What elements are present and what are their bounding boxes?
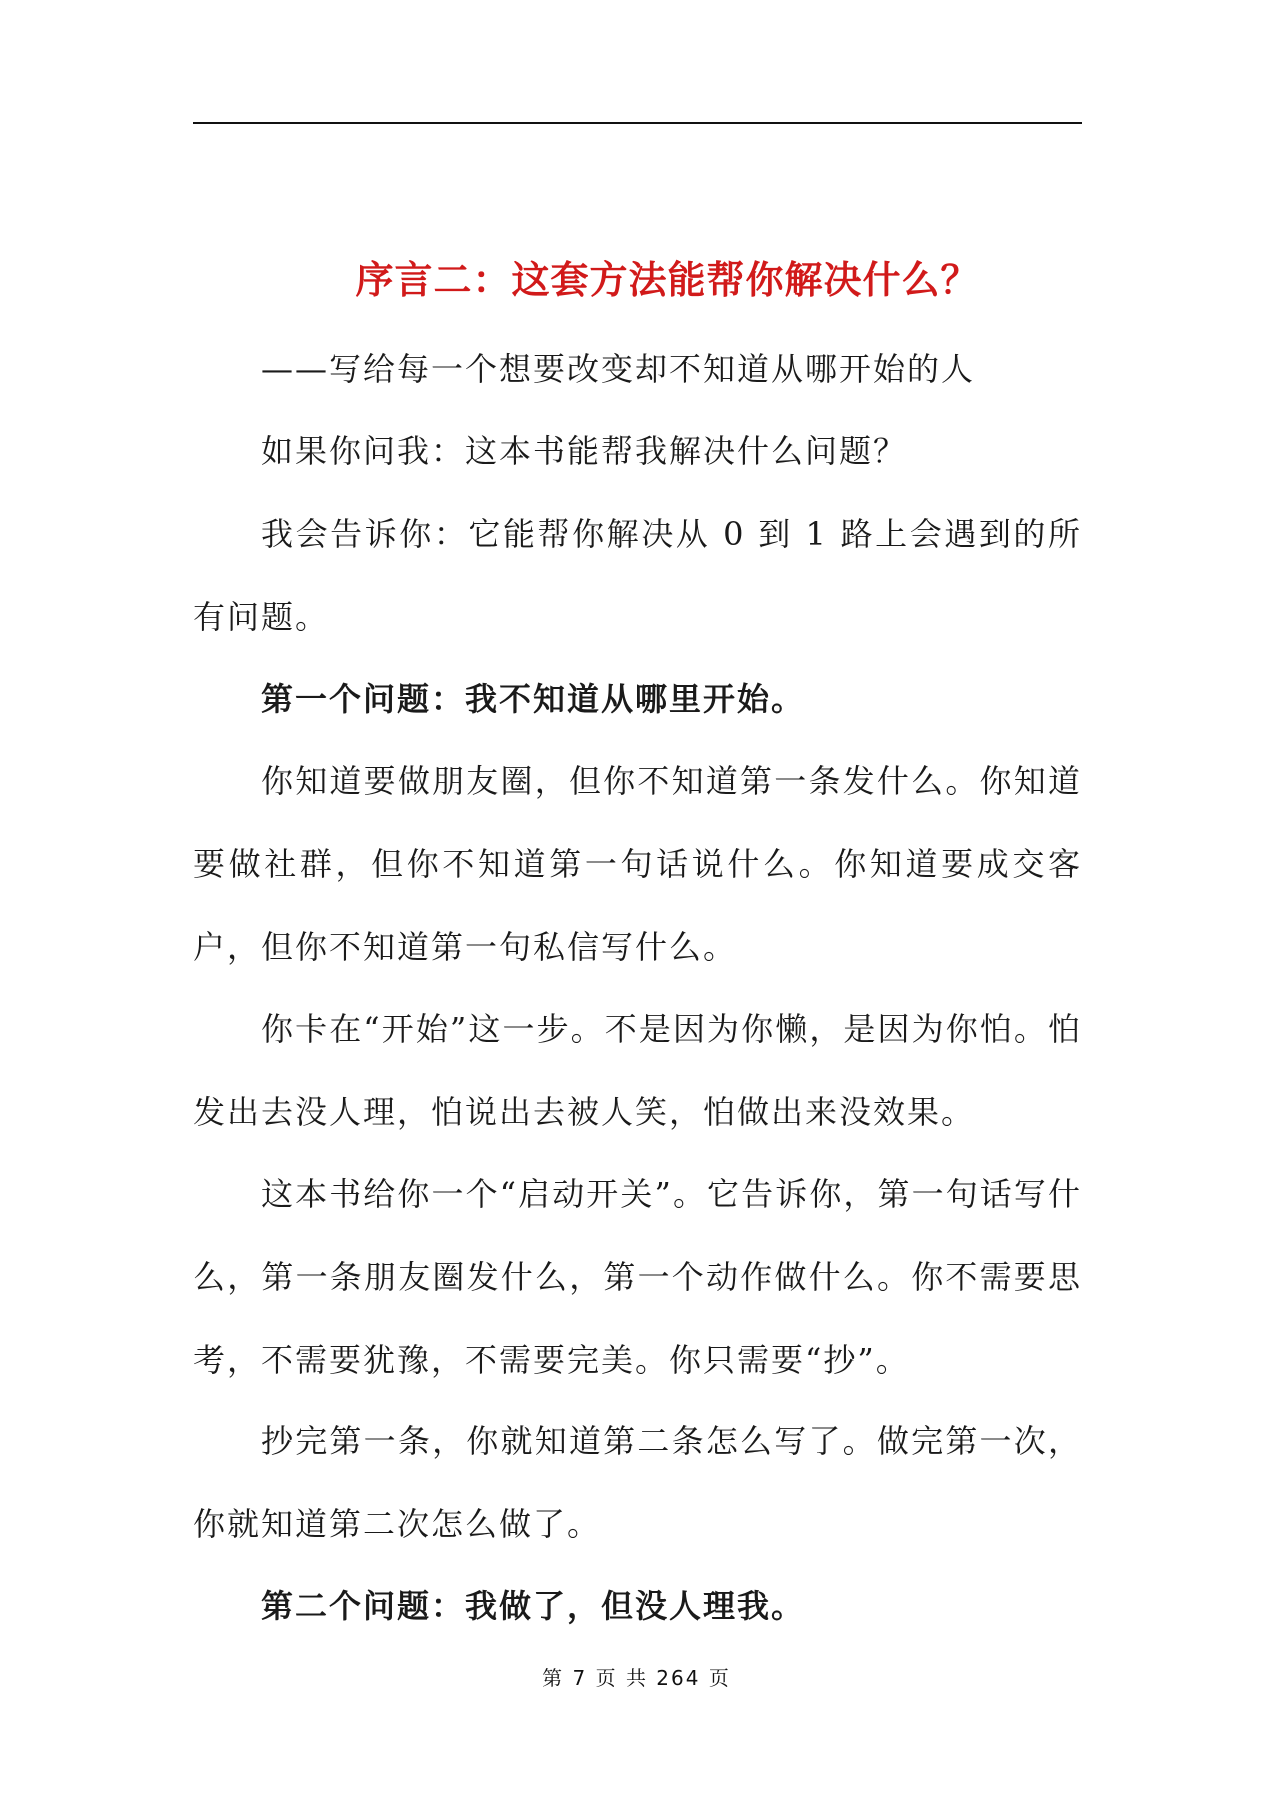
heading-first-problem: 第一个问题：我不知道从哪里开始。 [261,680,806,718]
page-number: 第 7 页 共 264 页 [542,1666,731,1690]
section-title: 序言二：这套方法能帮你解决什么？ [355,257,980,302]
subtitle: ——写给每一个想要改变却不知道从哪开始的人 [261,350,976,388]
header-rule [193,122,1082,124]
paragraph-body-2: 你卡在“开始”这一步。不是因为你懒，是因为你怕。怕发出去没人理，怕说出去被人笑，怕做出来没效果。 [193,1010,1082,1131]
heading-second-problem: 第二个问题：我做了，但没人理我。 [261,1587,806,1625]
paragraph-body-1: 你知道要做朋友圈，但你不知道第一条发什么。你知道要做社群，但你不知道第一句话说什么。你知道要成交客户，但你不知道第一句私信写什么。 [193,762,1082,966]
paragraph-body-3: 这本书给你一个“启动开关”。它告诉你，第一句话写什么，第一条朋友圈发什么，第一个动作做什么。你不需要思考，不需要犹豫，不需要完美。你只需要“抄”。 [193,1175,1082,1379]
paragraph-body-4: 抄完第一条，你就知道第二条怎么写了。做完第一次，你就知道第二次怎么做了。 [193,1422,1082,1543]
paragraph-answer: 我会告诉你：它能帮你解决从 0 到 1 路上会遇到的所有问题。 [193,515,1082,636]
paragraph-question: 如果你问我：这本书能帮我解决什么问题？ [261,432,908,470]
